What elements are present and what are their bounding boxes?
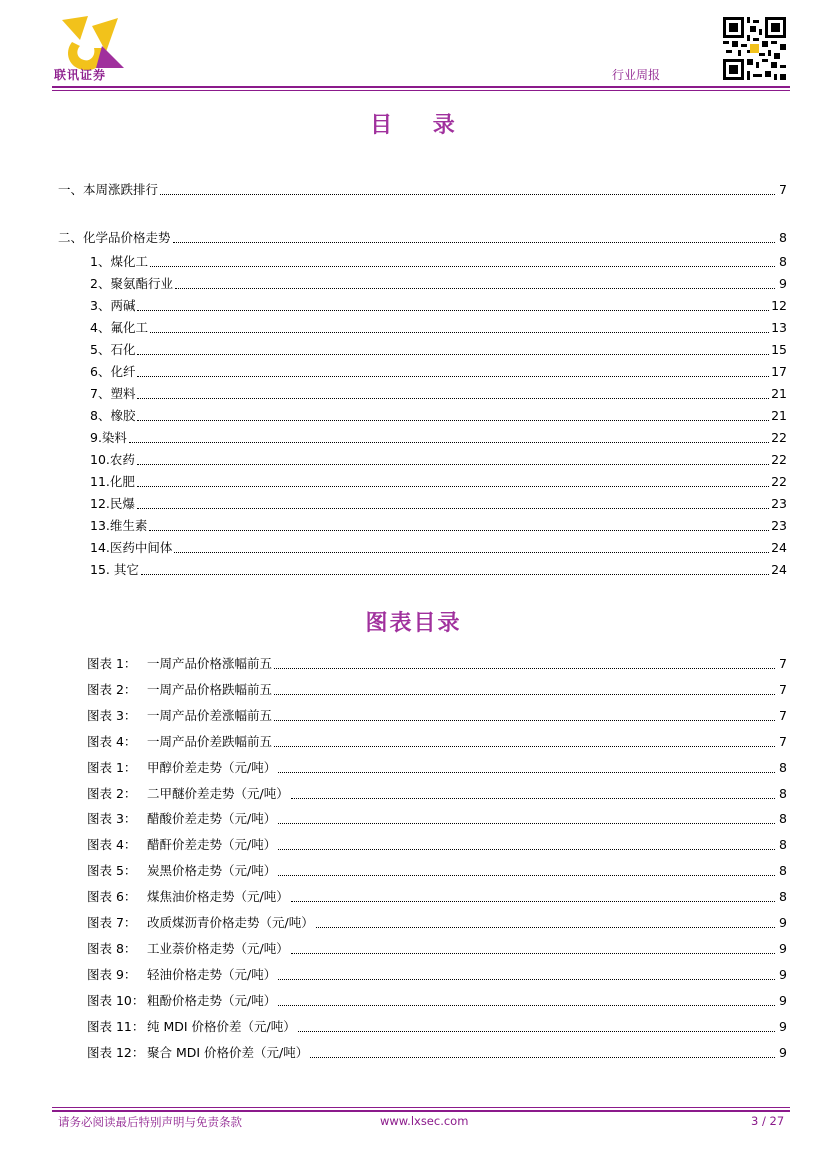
figure-entry-label: [87, 708, 272, 724]
toc-entry-page: 24: [771, 540, 787, 555]
figure-leader-dots: [278, 771, 775, 773]
figure-number: 图表 8：: [87, 940, 137, 956]
toc-entry[interactable]: [90, 298, 787, 314]
figure-caption: 改质煤沥青价格走势（元/吨）: [147, 915, 314, 930]
figure-entry-page: 8: [779, 811, 787, 827]
figure-entry-page: 8: [779, 863, 787, 879]
figure-caption: 甲醇价差走势（元/吨）: [147, 759, 277, 775]
figure-leader-dots: [291, 952, 775, 954]
figure-leader-dots: [278, 1004, 775, 1006]
figure-number: 图表 2：: [87, 785, 137, 801]
figure-number: 图表 11：: [87, 1018, 145, 1034]
toc-entry-page: 21: [771, 386, 787, 401]
toc-entry-page: 12: [771, 298, 787, 313]
figure-entry-page: 7: [779, 733, 787, 749]
figure-entry-page: 9: [779, 992, 787, 1008]
figure-leader-dots: [274, 667, 775, 669]
footer-rule-thin: [52, 1107, 790, 1108]
toc-leader-dots: [149, 529, 769, 531]
figure-entry-label: [87, 837, 276, 853]
toc-entry[interactable]: [90, 540, 787, 556]
figure-entry-page: 9: [779, 940, 787, 956]
figure-leader-dots: [278, 822, 775, 824]
figure-entry-label: [87, 889, 289, 905]
toc-entry-page: 7: [779, 182, 787, 197]
figure-leader-dots: [278, 848, 775, 850]
figure-entry[interactable]: [87, 682, 787, 698]
figure-caption: 一周产品价差涨幅前五: [147, 707, 273, 723]
toc-entry-page: 17: [771, 364, 787, 379]
figure-caption: 聚合 MDI 价格价差（元/吨）: [147, 1044, 309, 1060]
toc-entry[interactable]: [90, 518, 787, 534]
figure-entry-page: 9: [779, 966, 787, 982]
toc-entry[interactable]: [90, 474, 787, 490]
toc-leader-dots: [175, 287, 775, 289]
figure-entry-page: 8: [779, 785, 787, 801]
toc-entry-page: 22: [771, 430, 787, 445]
figure-entry-page: 9: [779, 1044, 787, 1060]
figure-entry-page: 8: [779, 889, 787, 905]
figure-number: 图表 12：: [87, 1044, 145, 1060]
figure-number: 图表 3：: [87, 811, 137, 827]
figure-entry-label: [87, 760, 276, 776]
figure-number: 图表 5：: [87, 863, 137, 879]
toc-entry-label: 3、两碱: [90, 298, 136, 313]
figure-caption: 轻油价格走势（元/吨）: [147, 966, 277, 982]
toc-leader-dots: [137, 463, 769, 465]
figure-leader-dots: [298, 1030, 775, 1032]
qr-code-icon: [723, 17, 786, 80]
toc-entry[interactable]: [90, 408, 787, 424]
toc-leader-dots: [141, 573, 769, 575]
toc-entry-label: 二、化学品价格走势: [58, 230, 171, 245]
figure-entry-label: [87, 993, 276, 1009]
footer-rule: [52, 1110, 790, 1112]
toc-entry[interactable]: [90, 452, 787, 468]
figure-number: 图表 9：: [87, 966, 137, 982]
figure-entry-label: [87, 1019, 296, 1035]
figure-number: 图表 1：: [87, 656, 137, 671]
figure-caption: 炭黑价格走势（元/吨）: [147, 863, 277, 879]
figure-number: 图表 4：: [87, 837, 137, 853]
figure-caption: 一周产品价格跌幅前五: [147, 681, 273, 697]
toc-entry-page: 8: [779, 230, 787, 245]
footer-website-link[interactable]: www.lxsec.com: [380, 1114, 469, 1128]
figure-leader-dots: [278, 874, 775, 876]
footer-page-number: 3 / 27: [751, 1114, 785, 1128]
toc-leader-dots: [137, 309, 769, 311]
toc-leader-dots: [137, 419, 769, 421]
figure-entry[interactable]: [87, 760, 787, 776]
figure-entry-page: 8: [779, 837, 787, 853]
figure-caption: 醋酐价差走势（元/吨）: [147, 837, 277, 853]
figure-number: 图表 10：: [87, 992, 145, 1008]
figure-caption: 二甲醚价差走势（元/吨）: [147, 785, 289, 801]
figure-caption: 煤焦油价格走势（元/吨）: [147, 889, 289, 905]
toc-leader-dots: [137, 507, 769, 509]
figure-number: 图表 6：: [87, 889, 137, 905]
figure-entry[interactable]: [87, 1019, 787, 1035]
figure-caption: 一周产品价格涨幅前五: [147, 656, 273, 671]
figure-entry[interactable]: [87, 1045, 787, 1061]
figure-number: 图表 2：: [87, 681, 137, 697]
toc-entry-label: 6、化纤: [90, 364, 136, 379]
figure-number: 图表 4：: [87, 733, 137, 749]
toc-leader-dots: [174, 551, 769, 553]
figure-caption: 醋酸价差走势（元/吨）: [147, 811, 277, 827]
toc-entry-page: 8: [779, 254, 787, 269]
toc-entry-label: 11.化肥: [90, 474, 135, 489]
toc-entry[interactable]: [90, 364, 787, 380]
figure-leader-dots: [274, 745, 775, 747]
figure-entry[interactable]: [87, 941, 787, 957]
toc-leader-dots: [137, 397, 769, 399]
toc-entry-label: 2、聚氨酯行业: [90, 276, 173, 291]
toc-entry-label: 15. 其它: [90, 562, 139, 577]
toc-entry-label: 5、石化: [90, 342, 136, 357]
figure-entry-page: 7: [779, 707, 787, 723]
toc-entry[interactable]: [90, 320, 787, 336]
toc-entry[interactable]: [90, 342, 787, 358]
figure-entry-page: 9: [779, 915, 787, 930]
toc-entry-page: 9: [779, 276, 787, 291]
toc-entry-label: 8、橡胶: [90, 408, 136, 423]
toc-entry-page: 22: [771, 452, 787, 467]
toc-entry-label: 1、煤化工: [90, 254, 148, 269]
figure-entry-label: [87, 811, 276, 827]
toc-entry-page: 24: [771, 562, 787, 577]
toc-leader-dots: [137, 375, 769, 377]
toc-entry-page: 22: [771, 474, 787, 489]
figure-leader-dots: [310, 1056, 775, 1058]
figure-caption: 工业萘价格走势（元/吨）: [147, 940, 289, 956]
figure-caption: 纯 MDI 价格价差（元/吨）: [147, 1018, 296, 1034]
toc-entry[interactable]: [90, 254, 787, 270]
figure-entry-label: [87, 915, 314, 931]
figure-entry-label: [87, 967, 276, 983]
toc-entry-label: 4、氟化工: [90, 320, 148, 335]
figure-leader-dots: [316, 926, 775, 928]
figure-number: 图表 1：: [87, 759, 137, 775]
toc-entry-label: 13.维生素: [90, 518, 148, 533]
toc-entry[interactable]: [90, 496, 787, 512]
figure-entry-label: [87, 656, 272, 672]
figure-entry[interactable]: [87, 889, 787, 905]
toc-entry[interactable]: [58, 230, 787, 246]
brand-name: 联讯证券: [54, 68, 107, 82]
header-rule-thin: [52, 90, 790, 91]
report-type: 行业周报: [612, 68, 661, 82]
figure-entry-label: [87, 786, 289, 802]
toc-leader-dots: [137, 485, 769, 487]
figure-list-title: 图表目录: [365, 611, 462, 636]
figure-entry-page: 7: [779, 656, 787, 671]
figure-entry[interactable]: [87, 863, 787, 879]
toc-leader-dots: [160, 193, 775, 195]
figure-caption: 粗酚价格走势（元/吨）: [147, 992, 277, 1008]
toc-entry[interactable]: [90, 430, 787, 446]
toc-entry-page: 13: [771, 320, 787, 335]
toc-leader-dots: [150, 331, 769, 333]
figure-entry-page: 7: [779, 681, 787, 697]
figure-entry-label: [87, 1045, 308, 1061]
figure-entry[interactable]: [87, 915, 787, 931]
figure-caption: 一周产品价差跌幅前五: [147, 733, 273, 749]
toc-entry-page: 23: [771, 518, 787, 533]
figure-entry[interactable]: [87, 708, 787, 724]
toc-entry-page: 21: [771, 408, 787, 423]
toc-leader-dots: [129, 441, 769, 443]
figure-number: 图表 7：: [87, 915, 137, 930]
toc-entry-page: 15: [771, 342, 787, 357]
toc-entry-page: 23: [771, 496, 787, 511]
footer-disclaimer[interactable]: 请务必阅读最后特别声明与免责条款: [58, 1115, 242, 1129]
figure-entry[interactable]: [87, 811, 787, 827]
figure-entry[interactable]: [87, 656, 787, 672]
figure-entry-page: 9: [779, 1018, 787, 1034]
figure-leader-dots: [274, 719, 775, 721]
toc-entry-label: 14.医药中间体: [90, 540, 173, 555]
toc-entry-label: 10.农药: [90, 452, 135, 467]
figure-entry-page: 8: [779, 759, 787, 775]
figure-entry[interactable]: [87, 967, 787, 983]
toc-entry[interactable]: [90, 276, 787, 292]
toc-entry-label: 一、本周涨跌排行: [58, 182, 159, 197]
toc-leader-dots: [137, 353, 769, 355]
figure-leader-dots: [291, 797, 775, 799]
figure-leader-dots: [291, 900, 775, 902]
figure-entry[interactable]: [87, 734, 787, 750]
toc-entry-label: 9.染料: [90, 430, 127, 445]
header-rule: [52, 86, 790, 88]
figure-entry-label: [87, 941, 289, 957]
toc-entry[interactable]: [58, 182, 787, 198]
figure-entry-label: [87, 734, 272, 750]
figure-leader-dots: [278, 978, 775, 980]
figure-entry-label: [87, 682, 272, 698]
toc-entry[interactable]: [90, 386, 787, 402]
toc-entry[interactable]: [90, 562, 787, 578]
figure-entry[interactable]: [87, 837, 787, 853]
figure-entry[interactable]: [87, 993, 787, 1009]
figure-number: 图表 3：: [87, 707, 137, 723]
figure-entry-label: [87, 863, 276, 879]
toc-entry-label: 7、塑料: [90, 386, 136, 401]
toc-entry-label: 12.民爆: [90, 496, 135, 511]
toc-leader-dots: [150, 265, 775, 267]
figure-entry[interactable]: [87, 786, 787, 802]
toc-leader-dots: [173, 241, 775, 243]
toc-title: 目 录: [370, 113, 457, 138]
figure-leader-dots: [274, 693, 775, 695]
